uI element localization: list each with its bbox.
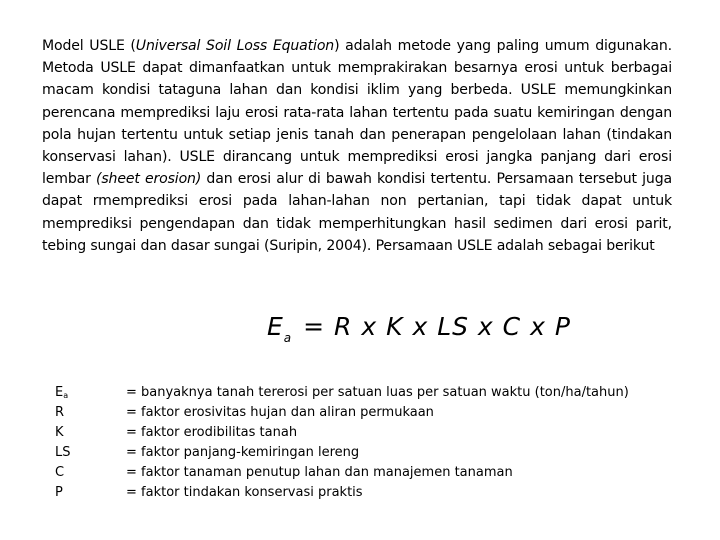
paragraph-italic-usle: Universal Soil Loss Equation xyxy=(135,38,335,54)
definition-description: = faktor tindakan konservasi praktis xyxy=(126,485,363,500)
definition-description: = faktor panjang-kemiringan lereng xyxy=(126,445,360,460)
symbol-main: C xyxy=(55,465,65,480)
symbol-main: E xyxy=(55,385,64,400)
symbol-subscript: a xyxy=(63,391,69,400)
usle-equation xyxy=(267,312,571,345)
paragraph-text-1: Model USLE ( xyxy=(42,38,136,54)
paragraph-text-3: dan erosi alur di bawah kondisi tertentu. Persamaan tersebut juga dapat rmemprediksi erosi pada lahan-lahan non pertanian, tapi tidak dapat untuk memprediksi pengendapan dan tidak memperhitungkan hasil sedimen dari erosi parit, tebing sungai dan dasar sungai (Suripin, 2004). Persamaan USLE adalah sebagai berikut xyxy=(42,171,672,254)
definition-description: = faktor tanaman penutup lahan dan manajemen tanaman xyxy=(126,465,513,480)
symbol-main: P xyxy=(55,485,63,500)
definition-symbol xyxy=(55,483,63,506)
paragraph-text-2: ) adalah metode yang paling umum digunakan. Metoda USLE dapat dimanfaatkan untuk memprakirakan besarnya erosi untuk berbagai macam kondisi tataguna lahan dan kondisi iklim yang berbeda. USLE memungkinkan perencana memprediksi laju erosi rata-rata lahan tertentu pada suatu kemiringan dengan pola hujan tertentu untuk setiap jenis tanah dan penerapan pengelolaan lahan (tindakan konservasi lahan). USLE dirancang untuk memprediksi erosi jangka panjang dari erosi lembar xyxy=(42,38,672,188)
symbol-main: LS xyxy=(55,445,71,460)
definition-description: = faktor erodibilitas tanah xyxy=(126,425,298,440)
equation-lhs-subscript: a xyxy=(283,331,292,345)
usle-paragraph xyxy=(42,35,672,257)
equation-lhs: E xyxy=(267,312,284,341)
symbol-main: R xyxy=(55,405,65,420)
definition-description: = faktor erosivitas hujan dan aliran permukaan xyxy=(126,405,434,420)
symbol-main: K xyxy=(55,425,64,440)
equation-rhs: = R x K x LS x C x P xyxy=(303,312,571,341)
definition-description: = banyaknya tanah tererosi per satuan luas per satuan waktu (ton/ha/tahun) xyxy=(126,385,629,400)
paragraph-italic-sheet-erosion: (sheet erosion) xyxy=(96,171,202,188)
